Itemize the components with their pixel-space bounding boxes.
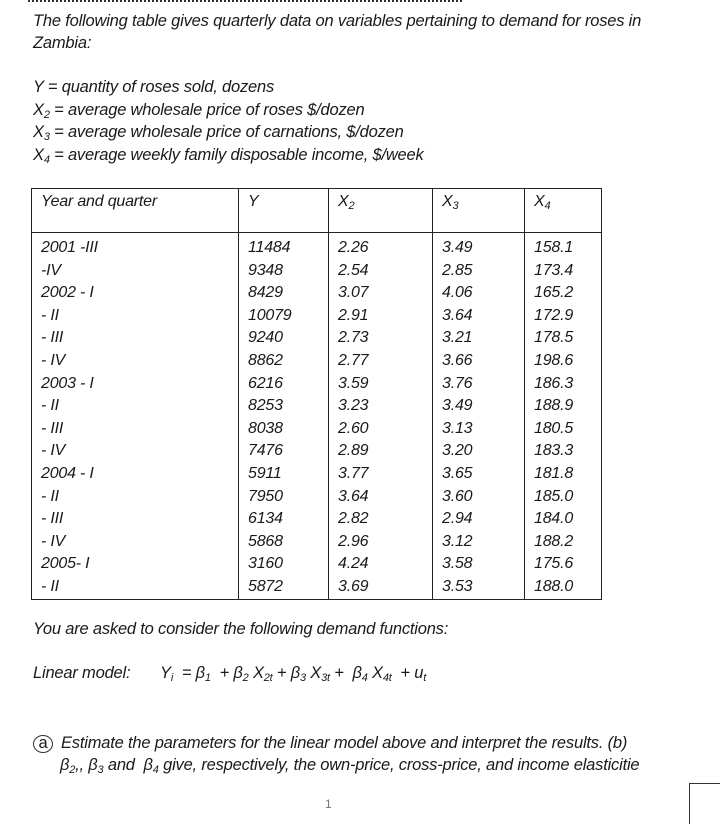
cell-y: 9240 [239, 327, 329, 350]
cell-x4: 188.0 [525, 576, 602, 599]
cell-y: 8038 [239, 418, 329, 441]
cell-x4: 198.6 [525, 350, 602, 373]
cell-x3: 3.64 [433, 305, 525, 328]
cell-y: 11484 [239, 237, 329, 260]
cell-x2: 3.77 [329, 463, 433, 486]
table-row [32, 418, 602, 441]
cell-x3: 3.76 [433, 373, 525, 396]
cell-y: 5868 [239, 531, 329, 554]
header-x3: $X_3$ [433, 189, 525, 233]
table-row [32, 440, 602, 463]
cell-x4: 188.2 [525, 531, 602, 554]
cell-x4: 184.0 [525, 508, 602, 531]
cell-x4: 185.0 [525, 486, 602, 509]
cell-x3: 3.65 [433, 463, 525, 486]
definition-x4 [33, 144, 424, 167]
cell-x2: 2.91 [329, 305, 433, 328]
table-row [32, 553, 602, 576]
cell-x4: 183.3 [525, 440, 602, 463]
definition-subscript: 2 [43, 108, 50, 121]
cell-period: 2005- I [32, 553, 239, 576]
table-row [32, 373, 602, 396]
table-row [32, 305, 602, 328]
cell-x2: 3.59 [329, 373, 433, 396]
cell-y: 5872 [239, 576, 329, 599]
definition-text: = quantity of roses sold, dozens [43, 78, 275, 96]
definition-subscript: 3 [43, 131, 50, 143]
definition-text: = average weekly family disposable income, $/week [49, 145, 424, 164]
table-row [32, 237, 602, 260]
cell-period: - II [32, 576, 239, 599]
header-y: Y [239, 189, 329, 233]
rose-demand-table [31, 188, 602, 600]
cell-y: 9348 [239, 260, 329, 283]
cell-x4: 186.3 [525, 373, 602, 396]
cell-x4: 178.5 [525, 327, 602, 350]
cell-x2: 3.23 [329, 395, 433, 418]
cell-y: 7950 [239, 486, 329, 509]
linear-model [33, 662, 426, 684]
definition-y [33, 76, 424, 99]
page-number: 1 [325, 797, 332, 811]
cell-period: - III [32, 508, 239, 531]
definition-x3 [33, 121, 424, 144]
cell-period: - IV [32, 350, 239, 373]
cell-x4: 173.4 [525, 260, 602, 283]
cell-period: 2001 -III [32, 237, 239, 260]
cell-x2: 2.77 [329, 350, 433, 373]
cell-y: 6134 [239, 508, 329, 531]
cell-period: 2003 - I [32, 373, 239, 396]
cell-x2: 2.54 [329, 260, 433, 283]
table-row [32, 463, 602, 486]
cell-x3: 3.20 [433, 440, 525, 463]
cell-x2: 2.96 [329, 531, 433, 554]
asked-sentence: You are asked to consider the following demand functions: [33, 620, 449, 638]
definition-text: = average wholesale price of carnations, $/dozen [49, 123, 404, 141]
cell-x4: 180.5 [525, 418, 602, 441]
cell-y: 10079 [239, 305, 329, 328]
header-year-quarter: Year and quarter [32, 189, 239, 233]
cell-y: 6216 [239, 373, 329, 396]
header-x4: $X_4$ [525, 189, 602, 233]
cell-y: 8429 [239, 282, 329, 305]
cell-x3: 3.60 [433, 486, 525, 509]
part-a-line-2: $\beta_2$,, $\beta_3$ and $\beta_4$ give, respectively, the own-price, cross-price, and income elasticitie [60, 756, 640, 776]
cell-period: - II [32, 486, 239, 509]
cell-period: -IV [32, 260, 239, 283]
cell-x3: 3.21 [433, 327, 525, 350]
definition-subscript: 4 [43, 153, 50, 166]
cell-x3: 4.06 [433, 282, 525, 305]
header-x2: $X_2$ [329, 189, 433, 233]
model-label: Linear model: [33, 664, 131, 682]
cell-x2: 2.82 [329, 508, 433, 531]
cell-x2: 3.07 [329, 282, 433, 305]
cell-y: 8253 [239, 395, 329, 418]
table-row [32, 508, 602, 531]
cell-x4: 181.8 [525, 463, 602, 486]
definition-symbol: Y [33, 78, 44, 96]
cell-x3: 2.85 [433, 260, 525, 283]
cell-x4: 158.1 [525, 237, 602, 260]
table-body [32, 233, 602, 600]
cell-x3: 3.66 [433, 350, 525, 373]
table-row [32, 350, 602, 373]
cell-x4: 175.6 [525, 553, 602, 576]
cell-x3: 3.12 [433, 531, 525, 554]
cell-y: 7476 [239, 440, 329, 463]
cell-x2: 2.26 [329, 237, 433, 260]
cell-x2: 2.73 [329, 327, 433, 350]
corner-box [689, 783, 720, 824]
cell-y: 5911 [239, 463, 329, 486]
cell-period: 2004 - I [32, 463, 239, 486]
cell-period: - III [32, 418, 239, 441]
cell-period: - II [32, 395, 239, 418]
table-header-row [32, 189, 602, 233]
table-row [32, 282, 602, 305]
question-part-a [33, 732, 703, 776]
cell-x4: 165.2 [525, 282, 602, 305]
cell-period: - IV [32, 440, 239, 463]
cell-x3: 3.53 [433, 576, 525, 599]
intro-text: The following table gives quarterly data on variables pertaining to demand for roses in Zambia: [33, 12, 642, 52]
definition-symbol: X [33, 100, 44, 119]
cell-x2: 2.89 [329, 440, 433, 463]
cell-period: - III [32, 327, 239, 350]
cell-x4: 188.9 [525, 395, 602, 418]
definition-symbol: X [33, 145, 44, 164]
definition-symbol: X [33, 123, 44, 141]
cell-x3: 3.13 [433, 418, 525, 441]
part-a-marker: a [33, 735, 53, 753]
model-equation: $Y_i = \beta_1 + \beta_2$ $X_{2t} + \beta_3$ $X_{3t} + \beta_4$ $X_{4t} + u_t$ [160, 664, 427, 684]
cell-x3: 3.49 [433, 237, 525, 260]
cell-x2: 2.60 [329, 418, 433, 441]
variable-definitions [33, 76, 424, 166]
cell-x2: 3.69 [329, 576, 433, 599]
cell-period: - II [32, 305, 239, 328]
table-row [32, 531, 602, 554]
cell-period: - IV [32, 531, 239, 554]
part-a-line-1: Estimate the parameters for the linear model above and interpret the results. (b) [61, 734, 628, 752]
cell-x2: 3.64 [329, 486, 433, 509]
cell-x4: 172.9 [525, 305, 602, 328]
definition-x2 [33, 99, 424, 122]
intro-paragraph [33, 10, 703, 54]
cell-x2: 4.24 [329, 553, 433, 576]
table-row [32, 486, 602, 509]
cell-y: 3160 [239, 553, 329, 576]
definition-text: = average wholesale price of roses $/dozen [49, 100, 365, 119]
table-row [32, 327, 602, 350]
table-row [32, 260, 602, 283]
top-dotted-rule [28, 0, 462, 5]
cell-x3: 3.58 [433, 553, 525, 576]
cell-y: 8862 [239, 350, 329, 373]
cell-period: 2002 - I [32, 282, 239, 305]
cell-x3: 2.94 [433, 508, 525, 531]
table-row [32, 576, 602, 599]
cell-x3: 3.49 [433, 395, 525, 418]
table-row [32, 395, 602, 418]
